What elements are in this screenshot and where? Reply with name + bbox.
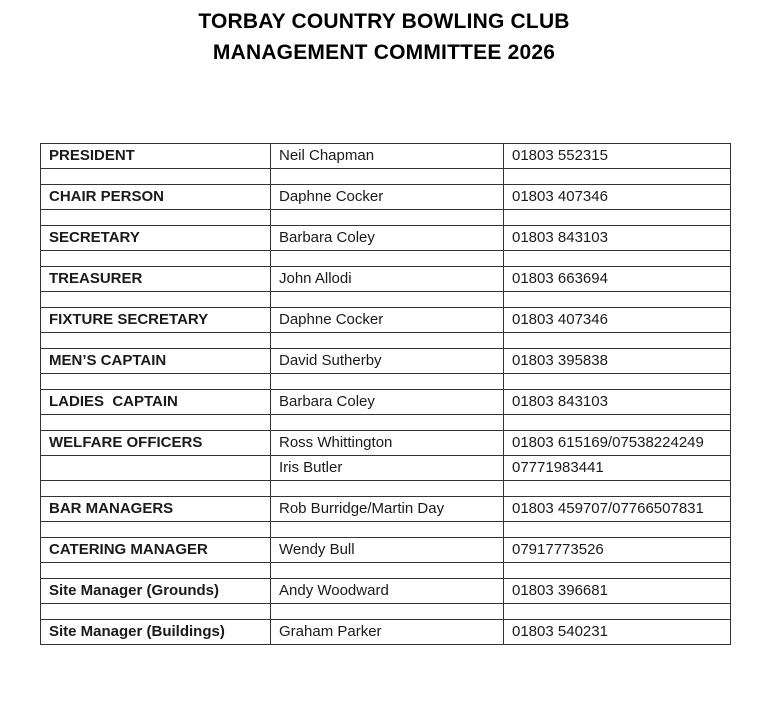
name-cell [271,415,504,431]
name-cell [271,522,504,538]
spacer-row [41,169,731,185]
name-cell: Daphne Cocker [271,308,504,333]
role-cell: MEN’S CAPTAIN [41,349,271,374]
phone-cell [504,374,731,390]
phone-cell: 01803 843103 [504,226,731,251]
phone-cell: 01803 407346 [504,185,731,210]
phone-cell [504,563,731,579]
name-cell: Graham Parker [271,620,504,645]
name-cell: David Sutherby [271,349,504,374]
phone-cell: 01803 396681 [504,579,731,604]
name-cell: Neil Chapman [271,144,504,169]
phone-cell: 01803 540231 [504,620,731,645]
name-cell [271,374,504,390]
spacer-row [41,563,731,579]
role-cell [41,292,271,308]
table-row [41,267,731,292]
page-header [0,0,768,68]
role-cell [41,210,271,226]
role-cell [41,374,271,390]
phone-cell: 01803 663694 [504,267,731,292]
name-cell: Daphne Cocker [271,185,504,210]
spacer-row [41,292,731,308]
spacer-row [41,374,731,390]
phone-cell [504,292,731,308]
table-row [41,538,731,563]
table-row [41,308,731,333]
role-cell: BAR MANAGERS [41,497,271,522]
name-cell: Iris Butler [271,456,504,481]
name-cell [271,563,504,579]
role-cell: FIXTURE SECRETARY [41,308,271,333]
role-cell [41,415,271,431]
spacer-row [41,251,731,267]
role-cell: TREASURER [41,267,271,292]
phone-cell [504,333,731,349]
page-title-line2: MANAGEMENT COMMITTEE 2026 [212,41,556,64]
phone-cell: 01803 459707/07766507831 [504,497,731,522]
role-cell [41,333,271,349]
phone-cell: 07917773526 [504,538,731,563]
name-cell: Barbara Coley [271,390,504,415]
spacer-row [41,333,731,349]
table-row [41,226,731,251]
spacer-row [41,604,731,620]
phone-cell: 07771983441 [504,456,731,481]
name-cell [271,292,504,308]
phone-cell: 01803 552315 [504,144,731,169]
table-row [41,349,731,374]
name-cell [271,169,504,185]
spacer-row [41,210,731,226]
name-cell: John Allodi [271,267,504,292]
role-cell [41,522,271,538]
role-cell [41,563,271,579]
role-cell: SECRETARY [41,226,271,251]
table-row [41,620,731,645]
name-cell [271,333,504,349]
phone-cell: 01803 395838 [504,349,731,374]
committee-table-body [41,144,731,645]
role-cell [41,604,271,620]
phone-cell [504,251,731,267]
phone-cell: 01803 615169/07538224249 [504,431,731,456]
role-cell [41,456,271,481]
name-cell: Barbara Coley [271,226,504,251]
table-row [41,185,731,210]
name-cell: Wendy Bull [271,538,504,563]
committee-table [40,143,731,645]
table-row [41,456,731,481]
role-cell [41,169,271,185]
phone-cell [504,604,731,620]
phone-cell: 01803 407346 [504,308,731,333]
name-cell: Rob Burridge/Martin Day [271,497,504,522]
phone-cell [504,522,731,538]
role-cell: CATERING MANAGER [41,538,271,563]
table-row [41,497,731,522]
name-cell: Andy Woodward [271,579,504,604]
name-cell: Ross Whittington [271,431,504,456]
table-row [41,431,731,456]
name-cell [271,481,504,497]
spacer-row [41,481,731,497]
role-cell [41,481,271,497]
phone-cell [504,481,731,497]
role-cell: PRESIDENT [41,144,271,169]
phone-cell [504,210,731,226]
role-cell: Site Manager (Grounds) [41,579,271,604]
role-cell: Site Manager (Buildings) [41,620,271,645]
table-row [41,144,731,169]
name-cell [271,251,504,267]
table-row [41,390,731,415]
name-cell [271,210,504,226]
role-cell [41,251,271,267]
role-cell: CHAIR PERSON [41,185,271,210]
spacer-row [41,415,731,431]
role-cell: LADIES CAPTAIN [41,390,271,415]
spacer-row [41,522,731,538]
name-cell [271,604,504,620]
role-cell: WELFARE OFFICERS [41,431,271,456]
phone-cell: 01803 843103 [504,390,731,415]
phone-cell [504,415,731,431]
phone-cell [504,169,731,185]
table-row [41,579,731,604]
page-title-line1: TORBAY COUNTRY BOWLING CLUB [198,10,570,33]
